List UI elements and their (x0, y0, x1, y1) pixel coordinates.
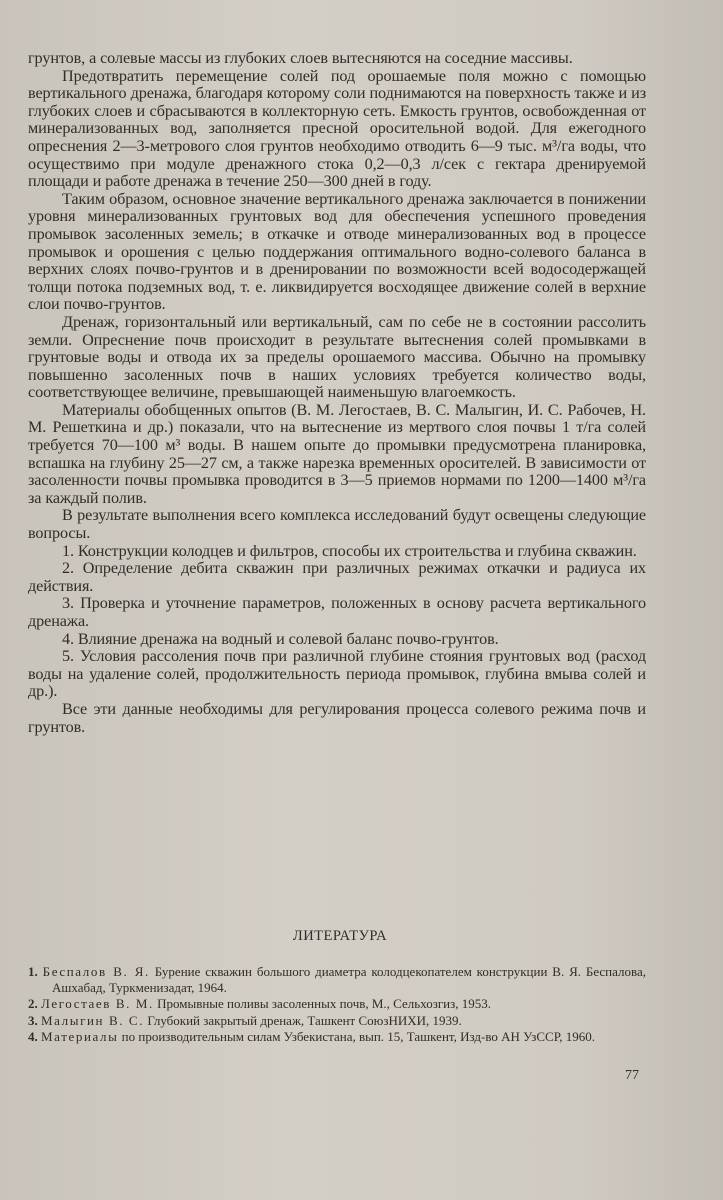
reference-number: 4. (28, 1029, 38, 1044)
paragraph-drainage-significance: Таким образом, основное значение вертикального дренажа заключается в понижении уровня минерализованных грунтовых вод для обеспечения успешного проведения промывок засоленных земель; в откачке и отводе минерализованных вод в процессе промывок и орошения с целью поддержания оптимального водно-солевого баланса в верхних слоях почво-грунтов и в дренировании по возможности всей водосодержащей толщи потока подземных вод, т. е. ликвидируется восходящее движение солей в верхние слои почво-грунтов. (28, 189, 646, 314)
list-item-1: 1. Конструкции колодцев и фильтров, способы их строительства и глубина скважин. (62, 541, 637, 560)
references-heading: ЛИТЕРАТУРА (292, 928, 388, 944)
list-item-5: 5. Условия рассоления почв при различной глубине стояния грунтовых вод (расход воды на удаление солей, продолжительность периода промывок, глубина вмыва солей и др.). (28, 647, 646, 701)
reference-item (28, 1029, 646, 1045)
reference-author: Беспалов В. Я. (42, 964, 150, 979)
reference-number: 2. (28, 996, 38, 1011)
reference-text: Бурение скважин большого диаметра колодцекопателем конструкции В. Я. Беспалова, Ашхабад, Туркменизадат, 1964. (52, 964, 647, 995)
references-list (28, 964, 646, 1046)
reference-author: Материалы (41, 1029, 119, 1044)
reference-item (28, 996, 646, 1012)
list-item-3: 3. Проверка и уточнение параметров, положенных в основу расчета вертикального дренажа. (28, 594, 646, 630)
page-number: 77 (625, 1068, 639, 1083)
reference-text: Глубокий закрытый дренаж, Ташкент СоюзНИХИ, 1939. (147, 1012, 462, 1028)
list-item-4: 4. Влияние дренажа на водный и солевой баланс почво-грунтов. (62, 629, 499, 648)
reference-author: Малыгин В. С. (41, 1012, 145, 1028)
paragraph-drainage-desalination: Дренаж, горизонтальный или вертикальный, сам по себе не в состоянии рассолить земли. Опреснение почв происходит в результате вытеснения солей промывками в грунтовые воды и отвода их за пределы орошаемого массива. Обычно на промывку повышенно засоленных почв в наших условиях требуется количество воды, соответствующее величине, превышающей наименьшую влагоемкость. (28, 312, 646, 402)
paragraph-conclusion: Все эти данные необходимы для регулирования процесса солевого режима почв и грунтов. (28, 699, 646, 736)
reference-text: Промывные поливы засоленных почв, М., Сельхозгиз, 1953. (157, 996, 492, 1011)
paragraph-continuation: грунтов, а солевые массы из глубоких слоев вытесняются на соседние массивы. (28, 49, 573, 67)
reference-number: 1. (28, 964, 38, 979)
body-text (28, 50, 646, 736)
list-item-2: 2. Определение дебита скважин при различных режимах откачки и радиуса их действия. (28, 559, 646, 595)
reference-item (28, 1013, 646, 1029)
paragraph-vertical-drainage-prevention: Предотвратить перемещение солей под орошаемые поля можно с помощью вертикального дренажа, благодаря которому соли поднимаются на поверхность также и из глубоких слоев и сбрасываются в коллекторную сеть. Емкость грунтов, освобожденная от минерализованных вод, заполняется пресной оросительной водой. Для ежегодного опреснения 2—3-метрового слоя грунтов необходимо отводить 6—9 тыс. м³/га воды, что осуществимо при модуле дренажного стока 0,2—0,3 л/сек с гектара дренируемой площади и работе дренажа в течение 250—300 дней в году. (28, 66, 646, 191)
paragraph-questions-intro: В результате выполнения всего комплекса исследований будут освещены следующие вопросы. (28, 506, 646, 543)
paragraph-experiment-materials: Материалы обобщенных опытов (В. М. Легостаев, В. С. Малыгин, И. С. Рабочев, Н. М. Решеткина и др.) показали, что на вытеснение из мертвого слоя почвы 1 т/га солей требуется 70—100 м³ воды. В нашем опыте до промывки предусмотрена планировка, вспашка на глубину 25—27 см, а также нарезка временных оросителей. В зависимости от засоленности почвы промывка проводится в 3—5 приемов нормами по 1200—1400 м³/га за каждый полив. (28, 400, 646, 507)
reference-text: по производительным силам Узбекистана, вып. 15, Ташкент, Изд-во АН УзССР, 1960. (121, 1029, 596, 1044)
reference-author: Легостаев В. М. (41, 996, 154, 1011)
reference-item (28, 964, 646, 995)
reference-number: 3. (28, 1012, 38, 1028)
